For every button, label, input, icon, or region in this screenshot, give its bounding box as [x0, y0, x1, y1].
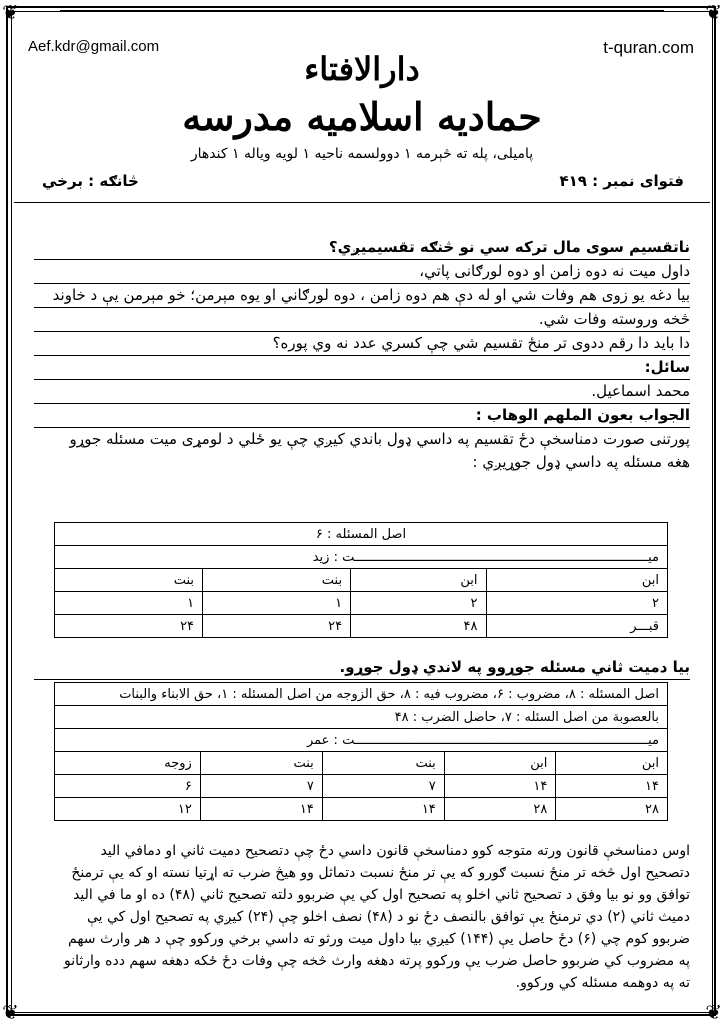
table2-result: ۱۲	[55, 798, 201, 821]
table1-header: بنت	[55, 569, 203, 592]
address: پامیلی، پله ته څېرمه ۱ دوولسمه ناحیه ۱ لویه ویاله ۱ کندهار	[190, 146, 534, 162]
question-block	[34, 236, 690, 474]
explanation-line: دتصحیح اول څخه تر منځ نسبت ګورو که یې تر منځ نسبت دتماثل وو هیڅ ضرب ته اړتیا نسته او که یې ترمنځ	[71, 865, 690, 881]
table2-share: ۱۴	[556, 775, 668, 798]
table2-header: زوجه	[55, 752, 201, 775]
corner-ornament-icon: ❦	[2, 1000, 19, 1024]
header-divider	[14, 202, 710, 203]
title-large: حمادیه اسلامیه مدرسه	[182, 94, 542, 139]
table2-result: ۲۸	[556, 798, 668, 821]
table1-caption: اصل المسئله : ۶	[55, 523, 668, 546]
title-small: دارالافتاء	[304, 50, 420, 88]
corner-ornament-icon: ❦	[2, 0, 19, 24]
table1-share: ۲	[486, 592, 668, 615]
table2-header: ابن	[444, 752, 556, 775]
explanation-line: دمیث ثاني (۲) دي ترمنځ یې توافق بالنصف دځ نو د (۴۸) نصف اخلو چې (۲۴) کیږي په تصحیح اول کي یې	[86, 909, 690, 925]
table2-result: ۱۴	[200, 798, 322, 821]
question-line: دا باید دا رقم ددوی تر منځ تقسیم شي چې کسري عدد نه وي پوره؟	[34, 332, 690, 356]
table2-share: ۷	[322, 775, 444, 798]
table2-header: بنت	[322, 752, 444, 775]
table1-share: ۱	[55, 592, 203, 615]
table1-result: ۲۴	[203, 615, 351, 638]
table1-share: ۱	[203, 592, 351, 615]
table1-header: بنت	[203, 569, 351, 592]
fatwa-number: فتوای نمبر : ۴۱۹	[559, 172, 684, 190]
email-address[interactable]: Aef.kdr@gmail.com	[28, 38, 160, 55]
inheritance-table-2	[54, 682, 668, 821]
table1-result: ۲۴	[55, 615, 203, 638]
table2-share: ۶	[55, 775, 201, 798]
table2-header: بنت	[200, 752, 322, 775]
explanation-line: په مضروب کي ضربوو حاصل ضرب یې ورکوو پرته دهغه وارث څخه چې وفات دځ ځکه دهغه سهم دده وارثانو	[63, 953, 690, 969]
answer-intro-line: پورتنی صورت دمناسخې دځ تقسیم په داسي ډول باندي کیږي چې یو ځلي د لومړی میت مسئله جوړو	[69, 430, 690, 448]
table2-caption: اصل المسئله : ۸، مضروب : ۶، مضروب فیه : ۸، حق الزوجه من اصل المسئله : ۱، حق الابناء والبنات	[55, 683, 668, 706]
corner-ornament-icon: ❦	[705, 1000, 722, 1024]
table1-share: ۲	[351, 592, 486, 615]
second-problem-heading: بیا دمیت ثاني مسئله جوړوو په لاندي ډول جوړو.	[34, 656, 690, 680]
table1-result: ۴۸	[351, 615, 486, 638]
table1-header: ابن	[486, 569, 668, 592]
table2-caption: بالعصوبة من اصل السئله : ۷، حاصل الضرب : ۴۸	[55, 706, 668, 729]
table2-result: ۱۴	[322, 798, 444, 821]
table2-share: ۱۴	[444, 775, 556, 798]
inheritance-table-1	[54, 522, 668, 638]
table1-deceased: میـــــــــــــــــــــــــــــــــــــــــــــــــــــــــــــــــــــــــــــت : زید	[55, 546, 668, 569]
question-line: بیا دغه یو زوی هم وفات شي او له دې هم دوه زامن ، دوه لورګاني او یوه مېرمن؛ خو مېرمن یې د خاوند	[34, 284, 690, 308]
explanation-block	[34, 840, 690, 994]
answer-heading: الجواب بعون الملهم الوهاب :	[34, 404, 690, 428]
table1-header: ابن	[351, 569, 486, 592]
question-line: داول میت نه دوه زامن او دوه لورګانی پاتي،	[34, 260, 690, 284]
table2-deceased: میـــــــــــــــــــــــــــــــــــــــــــــــــــــــــــــــــــــــــــــت : عمر	[55, 729, 668, 752]
corner-ornament-icon: ❦	[705, 0, 722, 24]
question-heading: ناتقسیم سوی مال ترکه سي نو څنګه تقسیمیږي؟	[34, 236, 690, 260]
table2-share: ۷	[200, 775, 322, 798]
explanation-line: ضربوو کوم چي (۶) دځ حاصل یې (۱۴۴) کیږي بیا داول میت ورثو ته داسي برخي ورکوو چې د هر وارث سهم	[68, 931, 690, 947]
website-link[interactable]: t-quran.com	[603, 38, 694, 57]
section-label: څانګه : برخي	[42, 172, 139, 190]
decorative-top-border	[60, 10, 664, 25]
table2-header: ابن	[556, 752, 668, 775]
table2-result: ۲۸	[444, 798, 556, 821]
table1-result: قبـــر	[486, 615, 668, 638]
asker-name: محمد اسماعیل.	[34, 380, 690, 404]
answer-intro-line: هغه مسئله په داسي ډول جوړیږي :	[472, 453, 690, 471]
explanation-line: اوس دمناسخې قانون ورته متوجه کوو دمناسخې قانون داسي دځ چې دتصحیح دمیت ثاني او دمافي الید	[100, 843, 690, 859]
question-line: څخه وروسته وفات شي.	[34, 308, 690, 332]
asker-label: سائل:	[34, 356, 690, 380]
explanation-line: ته په دوهمه مسئله کي ورکوو.	[515, 975, 690, 991]
explanation-line: توافق وو نو بیا وفق د تصحیح ثاني اخلو په تصحیح اول کي یې ضربوو دلته تصحیح ثاني (۴۸) ده او ما في الید	[73, 887, 690, 903]
